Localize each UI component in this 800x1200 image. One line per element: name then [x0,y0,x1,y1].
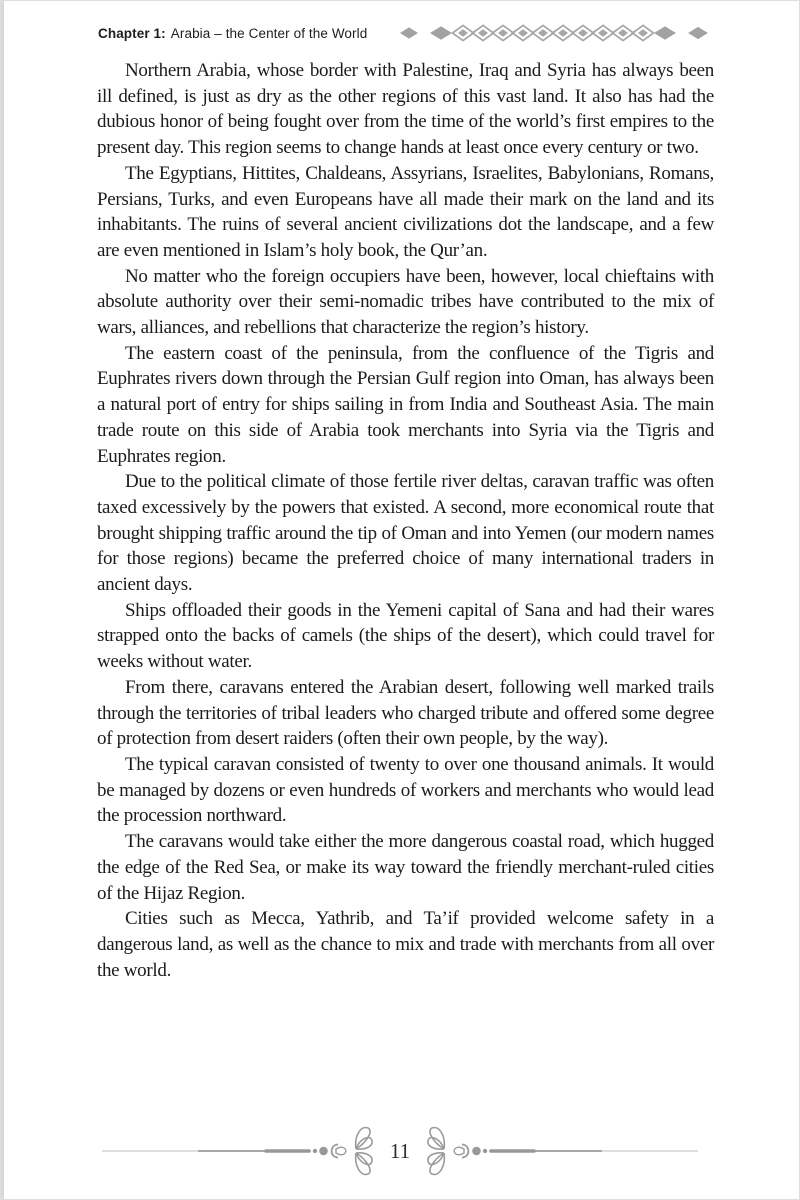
body-paragraph: From there, caravans entered the Arabian desert, following well marked trails through the territories of tribal leaders who charged tribute and offered some degree of protection from desert raiders (often their own people, by the way). [97,676,714,750]
body-paragraph: The caravans would take either the more dangerous coastal road, which hugged the edge of the Red Sea, or make its way toward the friendly merchant-ruled cities of the Hijaz Region. [97,831,714,904]
footer-flourish-right-icon [422,1123,702,1179]
chapter-heading [98,26,367,41]
page-footer [1,1123,799,1179]
footer-flourish-left-icon [98,1123,378,1179]
body-paragraph: Due to the political climate of those fertile river deltas, caravan traffic was often taxed excessively by the powers that existed. A second, more economical route that brought shipping traffic around the tip of Oman and into Yemen (our modern names for those regions) became the preferred choice of many international traders in ancient days. [97,471,714,596]
body-paragraph: Northern Arabia, whose border with Palestine, Iraq and Syria has always been ill defined, is just as dry as the other regions of this vast land. It also has had the dubious honor of being fought over from the time of the world’s first empires to the present day. This region seems to change hands at least once every century or two. [97,60,714,159]
body-paragraph: Cities such as Mecca, Yathrib, and Ta’if provided welcome safety in a dangerous land, as well as the chance to mix and trade with merchants from all over the world. [97,908,714,981]
chapter-label: Chapter 1: [98,25,166,41]
body-paragraph: The Egyptians, Hittites, Chaldeans, Assyrians, Israelites, Babylonians, Romans, Persians, Turks, and even Europeans have all made their mark on the land and its inhabitants. The ruins of several ancient civilizations dot the landscape, and a few are even mentioned in Islam’s holy book, the Qur’an. [97,162,714,261]
running-header [98,23,715,43]
chapter-title: Arabia – the Center of the World [170,25,368,41]
body-paragraph: No matter who the foreign occupiers have been, however, local chieftains with absolute authority over their semi-nomadic tribes have contributed to the mix of wars, alliances, and rebellions that characterize the region’s history. [97,265,714,339]
page-number: 11 [389,1138,411,1163]
body-paragraph: The typical caravan consisted of twenty to over one thousand animals. It would be managed by dozens or even hundreds of workers and merchants who would lead the procession northward. [97,753,714,827]
body-paragraph: Ships offloaded their goods in the Yemeni capital of Sana and had their wares strapped onto the backs of camels (the ships of the desert), which could travel for weeks without water. [97,599,714,673]
diamond-chain-ornament-icon [397,24,715,42]
body-paragraph: The eastern coast of the peninsula, from the confluence of the Tigris and Euphrates rivers down through the Persian Gulf region into Oman, has always been a natural port of entry for ships sailing in from India and Southeast Asia. The main trade route on this side of Arabia took merchants into Syria via the Tigris and Euphrates region. [97,342,714,467]
body-text [97,58,714,983]
